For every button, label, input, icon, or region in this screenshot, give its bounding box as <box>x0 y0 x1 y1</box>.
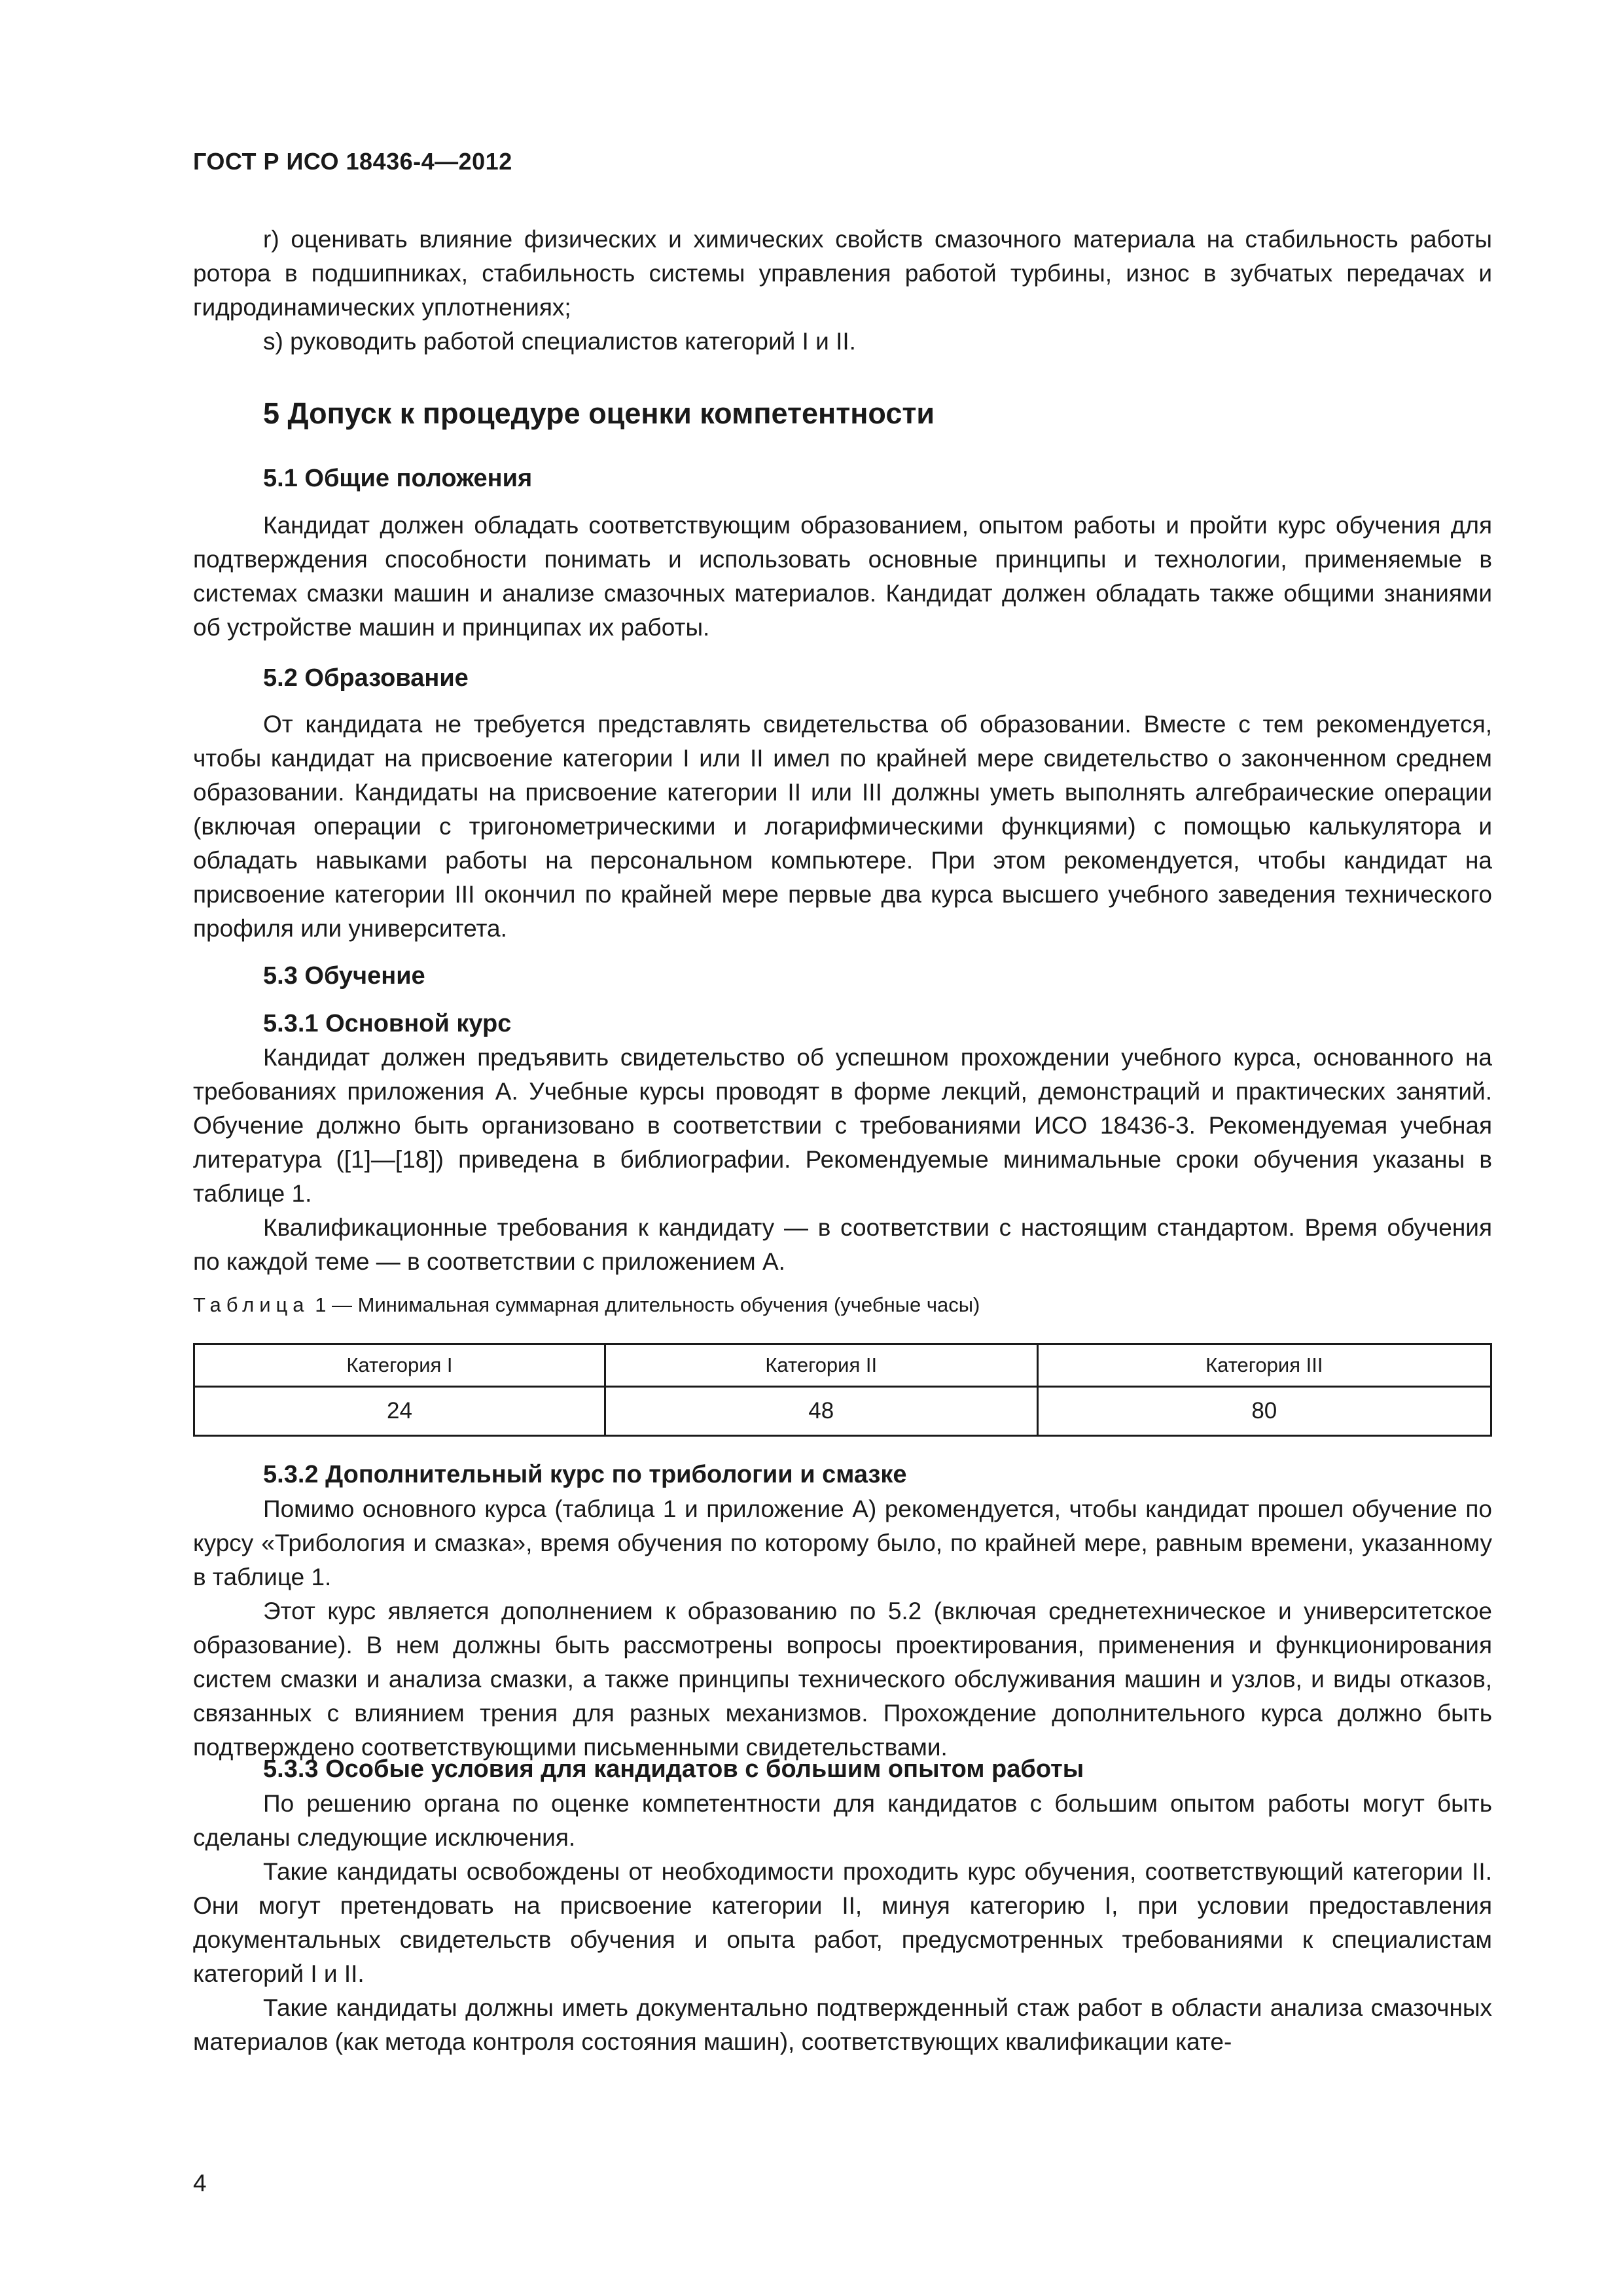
list-item-s: s) руководить работой специалистов категорий I и II. <box>263 328 856 355</box>
table-row <box>194 1387 1491 1436</box>
table-caption-text: 1 — Минимальная суммарная длительность обучения (учебные часы) <box>315 1293 980 1316</box>
paragraph: Этот курс является дополнением к образованию по 5.2 (включая среднетехническое и университетское образование). В нем должны быть рассмотрены вопросы проектирования, применения и функционирования систем смазки и анализа смазки, а также принципы технического обслуживания машин и узлов, и виды отказов, связанных с влиянием трения для разных механизмов. Прохождение дополнительного курса должно быть подтверждено соответствующими письменными свидетельствами. <box>193 1598 1492 1761</box>
section-5-3-2-title: 5.3.2 Дополнительный курс по трибологии и смазке <box>263 1461 907 1488</box>
table-cell: 80 <box>1037 1387 1491 1436</box>
table-header-row <box>194 1344 1491 1387</box>
table-header-cell: Категория I <box>194 1344 605 1387</box>
table-1 <box>193 1343 1492 1437</box>
intro-list <box>193 223 1492 359</box>
section-5-3-title: 5.3 Обучение <box>263 962 425 990</box>
table-header-cell: Категория II <box>605 1344 1037 1387</box>
table-cell: 48 <box>605 1387 1037 1436</box>
paragraph: От кандидата не требуется представлять свидетельства об образовании. Вместе с тем рекомендуется, чтобы кандидат на присвоение категории I или II имел по крайней мере свидетельство о законченном среднем образовании. Кандидаты на присвоение категории II или III должны уметь выполнять алгебраические операции (включая операции с тригонометрическими и логарифмическими функциями) с помощью калькулятора и обладать навыками работы на персональном компьютере. При этом рекомендуется, чтобы кандидат на присвоение категории III окончил по крайней мере первые два курса высшего учебного заведения технического профиля или университета. <box>193 711 1492 942</box>
section-5-3-2-text <box>193 1492 1492 1765</box>
section-5-1-title: 5.1 Общие положения <box>263 465 533 492</box>
section-5-2-title: 5.2 Образование <box>263 664 469 692</box>
table-1-caption <box>193 1293 980 1317</box>
section-5-2-text <box>193 708 1492 946</box>
section-5-title: 5 Допуск к процедуре оценки компетентности <box>263 397 935 430</box>
section-5-3-3-text <box>193 1787 1492 2059</box>
table-caption-label: Таблица <box>193 1293 310 1316</box>
paragraph: Помимо основного курса (таблица 1 и приложение А) рекомендуется, чтобы кандидат прошел обучение по курсу «Трибология и смазка», время обучения по которому было, по крайней мере, равным времени, указанному в таблице 1. <box>193 1496 1492 1590</box>
list-item-r: r) оценивать влияние физических и химических свойств смазочного материала на стабильность работы ротора в подшипниках, стабильность системы управления работой турбины, износ в зубчатых передачах и гидродинамических уплотнениях; <box>193 226 1492 321</box>
paragraph: Такие кандидаты должны иметь документально подтвержденный стаж работ в области анализа смазочных материалов (как метода контроля состояния машин), соответствующих квалификации кате- <box>193 1994 1492 2055</box>
section-5-3-1-title: 5.3.1 Основной курс <box>263 1010 512 1037</box>
paragraph: Такие кандидаты освобождены от необходимости проходить курс обучения, соответствующий категории II. Они могут претендовать на присвоение категории II, минуя категорию I, при условии предоставления документальных свидетельств обучения и опыта работ, предусмотренных требованиями к специалистам категорий I и II. <box>193 1858 1492 1987</box>
page-number: 4 <box>193 2170 207 2197</box>
section-5-3-3-title: 5.3.3 Особые условия для кандидатов с большим опытом работы <box>263 1755 1084 1783</box>
document-header: ГОСТ Р ИСО 18436-4—2012 <box>193 148 512 175</box>
paragraph: По решению органа по оценке компетентности для кандидатов с большим опытом работы могут быть сделаны следующие исключения. <box>193 1790 1492 1851</box>
table-cell: 24 <box>194 1387 605 1436</box>
paragraph: Квалификационные требования к кандидату — в соответствии с настоящим стандартом. Время обучения по каждой теме — в соответствии с приложением А. <box>193 1214 1492 1275</box>
table-header-cell: Категория III <box>1037 1344 1491 1387</box>
paragraph: Кандидат должен предъявить свидетельство об успешном прохождении учебного курса, основанного на требованиях приложения А. Учебные курсы проводят в форме лекций, демонстраций и практических занятий. Обучение должно быть организовано в соответствии с требованиями ИСО 18436-3. Рекомендуемая учебная литература ([1]—[18]) приведена в библиографии. Рекомендуемые минимальные сроки обучения указаны в таблице 1. <box>193 1044 1492 1207</box>
paragraph: Кандидат должен обладать соответствующим образованием, опытом работы и пройти курс обучения для подтверждения способности понимать и использовать основные принципы и технологии, применяемые в системах смазки машин и анализе смазочных материалов. Кандидат должен обладать также общими знаниями об устройстве машин и принципах их работы. <box>193 512 1492 641</box>
section-5-3-1-text <box>193 1041 1492 1279</box>
section-5-1-text <box>193 509 1492 645</box>
